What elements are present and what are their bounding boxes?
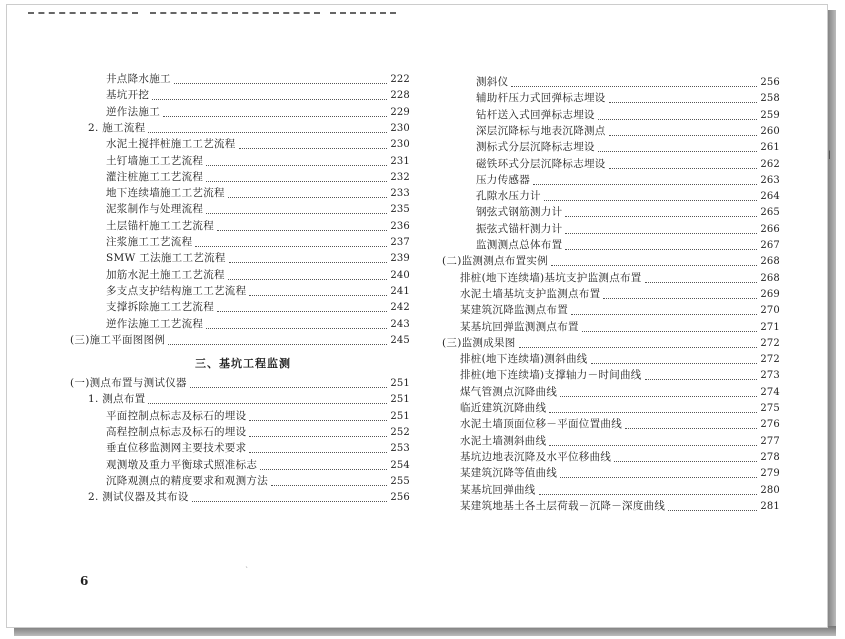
header-rule-middle xyxy=(150,12,320,14)
toc-entry-title: 水泥土墙测斜曲线 xyxy=(460,434,547,447)
toc-entry xyxy=(460,368,780,383)
toc-entry-page: 251 xyxy=(390,394,410,406)
header-rule-right xyxy=(330,12,396,14)
toc-entry xyxy=(460,287,780,302)
toc-entry-title: (一)测点布置与测试仪器 xyxy=(70,377,187,389)
toc-leader-dots xyxy=(217,303,387,312)
toc-leader-dots xyxy=(519,339,758,348)
toc-leader-dots xyxy=(625,420,757,429)
toc-entry xyxy=(476,157,780,172)
toc-entry xyxy=(106,317,410,332)
toc-entry-title: 基坑边地表沉降及水平位移曲线 xyxy=(460,450,612,463)
toc-entry xyxy=(106,186,410,201)
toc-leader-dots xyxy=(598,143,758,152)
toc-leader-dots xyxy=(560,469,757,478)
toc-entry-title: 沉降观测点的精度要求和观测方法 xyxy=(106,474,268,487)
toc-entry-title: 某建筑沉降监测点布置 xyxy=(460,304,568,317)
toc-entry-title: 垂直位移监测网主要技术要求 xyxy=(106,442,247,455)
toc-entry-page: 256 xyxy=(760,77,780,88)
toc-entry-page: 268 xyxy=(760,272,780,284)
toc-entry xyxy=(106,88,410,103)
toc-leader-dots xyxy=(249,412,387,421)
toc-entry-title: 观测墩及重力平衡球式照准标志 xyxy=(106,458,258,471)
toc-entry-title: 辅助杆压力式回弹标志埋设 xyxy=(476,92,606,105)
toc-entry-page: 259 xyxy=(760,109,780,121)
toc-entry xyxy=(70,333,410,348)
toc-entry-page: 243 xyxy=(390,318,410,330)
toc-entry-title: 逆作法施工 xyxy=(106,105,160,118)
toc-entry-title: 土层锚杆施工工艺流程 xyxy=(106,219,214,232)
toc-leader-dots xyxy=(614,453,757,462)
toc-entry-page: 241 xyxy=(390,285,410,297)
toc-leader-dots xyxy=(609,94,758,103)
toc-entry xyxy=(460,499,780,514)
toc-entry xyxy=(106,441,410,456)
toc-entry-title: 2. 测试仪器及其布设 xyxy=(88,491,189,504)
print-speck: ˋ xyxy=(245,566,249,575)
toc-leader-dots xyxy=(195,238,387,247)
toc-leader-dots xyxy=(228,271,388,280)
toc-entry-page: 235 xyxy=(390,204,410,216)
toc-leader-dots xyxy=(591,355,758,364)
toc-leader-dots xyxy=(551,257,757,266)
page-number: 6 xyxy=(80,574,89,588)
toc-entry xyxy=(88,490,410,505)
toc-entry xyxy=(106,268,410,283)
toc-entry-title: 监测测点总体布置 xyxy=(476,239,563,251)
toc-entry xyxy=(88,392,410,407)
toc-entry-title: 泥浆制作与处理流程 xyxy=(106,203,204,216)
toc-entry xyxy=(460,352,780,367)
toc-leader-dots xyxy=(668,502,757,511)
toc-entry xyxy=(106,425,410,440)
toc-entry xyxy=(476,238,780,253)
toc-entry-page: 276 xyxy=(760,419,780,431)
toc-entry xyxy=(460,483,780,498)
toc-leader-dots xyxy=(544,192,758,201)
toc-entry xyxy=(476,108,780,123)
toc-leader-dots xyxy=(192,493,388,502)
toc-entry-page: 233 xyxy=(390,188,410,200)
toc-leader-dots xyxy=(539,486,758,495)
toc-entry-title: 平面控制点标志及标石的埋设 xyxy=(106,409,247,422)
toc-entry-page: 279 xyxy=(760,468,780,480)
toc-entry xyxy=(106,235,410,250)
toc-leader-dots xyxy=(511,78,757,87)
toc-entry xyxy=(442,336,780,351)
toc-leader-dots xyxy=(260,461,387,470)
toc-entry-page: 230 xyxy=(390,139,410,151)
toc-entry-page: 222 xyxy=(390,74,410,85)
toc-entry xyxy=(460,303,780,318)
toc-leader-dots xyxy=(609,160,758,169)
toc-leader-dots xyxy=(148,124,387,133)
toc-entry xyxy=(106,458,410,473)
toc-entry-page: 229 xyxy=(390,106,410,118)
toc-entry-page: 266 xyxy=(760,223,780,235)
toc-entry-title: 测斜仪 xyxy=(476,76,509,88)
toc-entry xyxy=(460,271,780,286)
toc-entry-title: 某基坑回弹监测测点布置 xyxy=(460,320,579,333)
toc-entry-page: 260 xyxy=(760,125,780,137)
toc-entry-page: 254 xyxy=(390,459,410,471)
toc-entry-title: 振弦式锚杆测力计 xyxy=(476,222,563,235)
toc-entry-title: 钻杆送入式回弹标志埋设 xyxy=(476,108,595,121)
toc-leader-dots xyxy=(249,287,387,296)
toc-entry-title: SMW 工法施工工艺流程 xyxy=(106,252,226,265)
toc-leader-dots xyxy=(598,111,758,120)
toc-entry-title: 钢弦式钢筋测力计 xyxy=(476,206,563,219)
toc-entry-title: (二)监测测点布置实例 xyxy=(442,255,548,268)
toc-entry-title: 排桩(地下连续墙)基坑支护监测点布置 xyxy=(460,271,642,284)
toc-entry-page: 251 xyxy=(390,378,410,389)
toc-leader-dots xyxy=(148,395,387,404)
toc-entry xyxy=(476,124,780,139)
toc-entry-title: 某建筑地基土各土层荷载－沉降－深度曲线 xyxy=(460,499,666,512)
toc-entry xyxy=(476,173,780,188)
toc-entry xyxy=(476,140,780,155)
toc-entry-page: 263 xyxy=(760,174,780,186)
toc-entry-title: 加筋水泥土施工工艺流程 xyxy=(106,268,225,281)
toc-entry xyxy=(476,189,780,204)
toc-leader-dots xyxy=(228,189,388,198)
toc-leader-dots xyxy=(249,428,387,437)
toc-entry xyxy=(106,137,410,152)
toc-entry-title: 地下连续墙施工工艺流程 xyxy=(106,187,225,200)
toc-entry-title: 水泥土墙基坑支护监测点布置 xyxy=(460,287,601,300)
toc-entry-page: 277 xyxy=(760,435,780,447)
toc-entry-title: 深层沉降标与地表沉降测点 xyxy=(476,124,606,137)
toc-leader-dots xyxy=(560,388,757,397)
toc-leader-dots xyxy=(249,444,387,453)
toc-entry-title: (三)施工平面图图例 xyxy=(70,333,166,346)
toc-leader-dots xyxy=(271,477,387,486)
toc-entry-page: 252 xyxy=(390,426,410,438)
toc-entry xyxy=(106,202,410,217)
toc-entry xyxy=(106,251,410,266)
toc-entry-page: 251 xyxy=(390,410,410,422)
toc-entry-page: 268 xyxy=(760,256,780,268)
toc-entry xyxy=(106,300,410,315)
toc-entry xyxy=(106,219,410,234)
binding-mark: | xyxy=(828,150,831,159)
toc-entry-title: 磁铁环式分层沉降标志埋设 xyxy=(476,157,606,170)
toc-entry-page: 272 xyxy=(760,354,780,366)
toc-entry-page: 231 xyxy=(390,155,410,167)
toc-leader-dots xyxy=(549,404,757,413)
toc-entry-page: 267 xyxy=(760,240,780,251)
toc-entry-page: 261 xyxy=(760,142,780,154)
toc-entry xyxy=(476,222,780,237)
toc-entry xyxy=(106,409,410,424)
toc-entry-page: 256 xyxy=(390,492,410,504)
toc-entry-title: 2. 施工流程 xyxy=(88,121,146,134)
toc-entry xyxy=(460,385,780,400)
toc-entry xyxy=(460,417,780,432)
toc-entry-title: 测标式分层沉降标志埋设 xyxy=(476,141,595,154)
toc-leader-dots xyxy=(163,108,387,117)
toc-entry xyxy=(442,254,780,269)
toc-entry xyxy=(476,205,780,220)
toc-leader-dots xyxy=(565,208,757,217)
section-title: 三、基坑工程监测 xyxy=(195,357,291,370)
toc-entry-page: 262 xyxy=(760,158,780,170)
toc-entry-page: 245 xyxy=(390,334,410,346)
toc-entry xyxy=(460,320,780,335)
toc-entry-page: 232 xyxy=(390,171,410,183)
toc-entry-title: 水泥土搅拌桩施工工艺流程 xyxy=(106,138,236,151)
toc-entry-title: 逆作法施工工艺流程 xyxy=(106,317,204,330)
toc-entry-page: 255 xyxy=(390,475,410,487)
toc-entry-title: 孔隙水压力计 xyxy=(476,190,541,203)
toc-entry-page: 274 xyxy=(760,386,780,398)
toc-entry-page: 269 xyxy=(760,288,780,300)
toc-entry-title: 水泥土墙顶面位移－平面位置曲线 xyxy=(460,418,622,431)
toc-entry-page: 237 xyxy=(390,237,410,248)
toc-entry xyxy=(460,466,780,481)
toc-entry-page: 239 xyxy=(390,253,410,265)
toc-entry xyxy=(106,72,410,87)
toc-entry-page: 271 xyxy=(760,321,780,333)
toc-entry-title: 排桩(地下连续墙)支撑轴力－时间曲线 xyxy=(460,369,642,382)
toc-entry-page: 275 xyxy=(760,403,780,414)
toc-entry xyxy=(106,170,410,185)
toc-leader-dots xyxy=(206,320,387,329)
toc-entry-page: 270 xyxy=(760,305,780,317)
toc-leader-dots xyxy=(168,336,387,345)
toc-entry-page: 280 xyxy=(760,484,780,496)
toc-leader-dots xyxy=(571,306,757,315)
toc-entry-title: 灌注桩施工工艺流程 xyxy=(106,170,204,183)
toc-leader-dots xyxy=(174,75,388,84)
toc-entry xyxy=(460,434,780,449)
toc-entry-title: 多支点支护结构施工工艺流程 xyxy=(106,284,247,297)
toc-entry-title: 高程控制点标志及标石的埋设 xyxy=(106,425,247,438)
toc-entry-page: 228 xyxy=(390,90,410,102)
toc-entry-page: 264 xyxy=(760,191,780,203)
toc-leader-dots xyxy=(239,140,388,149)
toc-entry-page: 273 xyxy=(760,370,780,382)
toc-leader-dots xyxy=(645,274,758,283)
toc-leader-dots xyxy=(190,379,388,388)
toc-entry-page: 253 xyxy=(390,443,410,455)
toc-leader-dots xyxy=(609,127,758,136)
toc-entry-title: (三)监测成果图 xyxy=(442,336,516,349)
toc-entry-title: 基坑开挖 xyxy=(106,89,150,102)
toc-entry xyxy=(460,450,780,465)
toc-entry-page: 236 xyxy=(390,220,410,232)
header-rule-left xyxy=(28,12,138,14)
toc-entry xyxy=(106,105,410,120)
toc-entry xyxy=(460,401,780,416)
toc-entry-page: 242 xyxy=(390,302,410,314)
toc-entry-title: 1. 测点布置 xyxy=(88,393,146,406)
toc-entry-page: 230 xyxy=(390,122,410,134)
toc-leader-dots xyxy=(582,323,758,332)
toc-entry-title: 临近建筑沉降曲线 xyxy=(460,402,547,414)
toc-leader-dots xyxy=(645,371,758,380)
toc-entry-title: 支撑拆除施工工艺流程 xyxy=(106,301,214,314)
toc-entry-title: 煤气管测点沉降曲线 xyxy=(460,385,558,398)
toc-entry-title: 排桩(地下连续墙)测斜曲线 xyxy=(460,353,588,366)
toc-entry-title: 某建筑沉降等值曲线 xyxy=(460,467,558,480)
toc-entry-title: 土钉墙施工工艺流程 xyxy=(106,154,204,167)
toc-leader-dots xyxy=(549,437,757,446)
toc-entry xyxy=(88,121,410,136)
toc-leader-dots xyxy=(603,290,757,299)
toc-entry-title: 压力传感器 xyxy=(476,173,530,186)
toc-entry-page: 258 xyxy=(760,93,780,105)
toc-entry-title: 注浆施工工艺流程 xyxy=(106,236,193,248)
toc-entry xyxy=(106,154,410,169)
toc-entry-page: 281 xyxy=(760,500,780,512)
toc-entry xyxy=(476,75,780,90)
toc-entry-page: 272 xyxy=(760,337,780,349)
toc-entry xyxy=(106,284,410,299)
toc-leader-dots xyxy=(533,176,757,185)
toc-leader-dots xyxy=(565,225,757,234)
toc-entry-page: 240 xyxy=(390,269,410,281)
toc-leader-dots xyxy=(152,91,387,100)
toc-leader-dots xyxy=(206,205,387,214)
toc-leader-dots xyxy=(217,222,387,231)
toc-entry xyxy=(476,91,780,106)
toc-entry xyxy=(70,376,410,391)
toc-leader-dots xyxy=(565,241,757,250)
toc-leader-dots xyxy=(206,173,387,182)
toc-entry-page: 265 xyxy=(760,207,780,219)
toc-leader-dots xyxy=(206,157,387,166)
toc-entry xyxy=(106,474,410,489)
toc-leader-dots xyxy=(229,254,388,263)
toc-entry-page: 278 xyxy=(760,451,780,463)
toc-entry-title: 井点降水施工 xyxy=(106,73,171,85)
toc-entry-title: 某基坑回弹曲线 xyxy=(460,483,536,496)
